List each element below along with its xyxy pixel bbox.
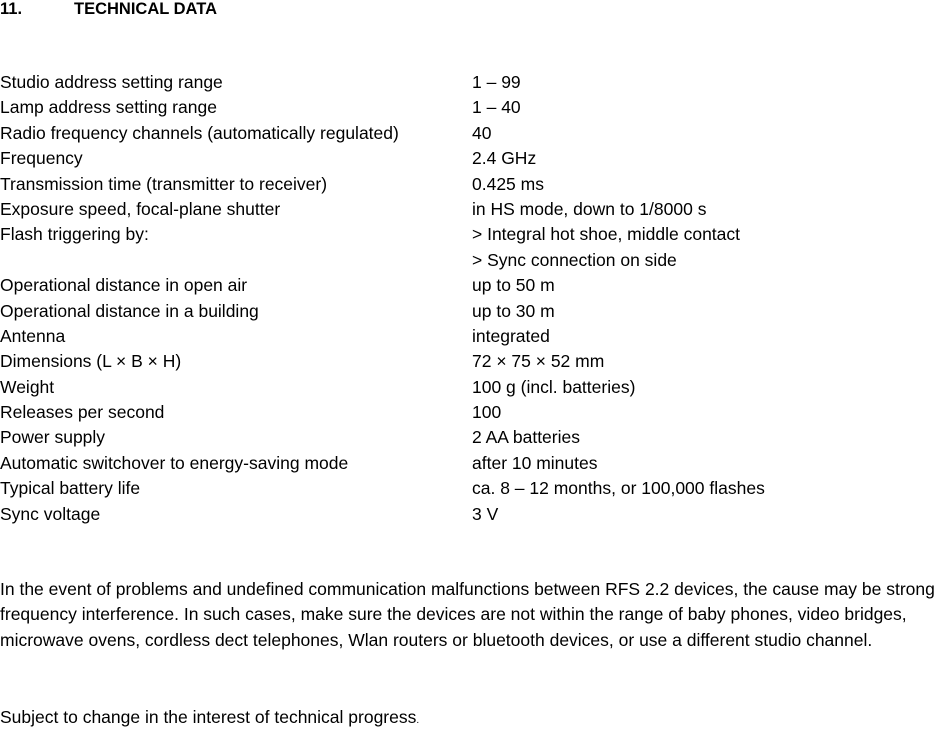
spec-value: ca. 8 – 12 months, or 100,000 flashes bbox=[472, 478, 765, 499]
change-notice-text: Subject to change in the interest of technical progress bbox=[0, 707, 417, 727]
spec-row-energy-saving bbox=[0, 451, 938, 476]
change-notice-period: . bbox=[416, 715, 420, 726]
spec-label: Automatic switchover to energy-saving mode bbox=[0, 452, 349, 473]
spec-value: after 10 minutes bbox=[472, 452, 598, 473]
section-title: TECHNICAL DATA bbox=[74, 0, 217, 18]
spec-row-distance-building bbox=[0, 299, 938, 324]
spec-row-dimensions bbox=[0, 349, 938, 374]
spec-label: Power supply bbox=[0, 427, 106, 448]
spec-row-frequency bbox=[0, 146, 938, 171]
spec-value: up to 50 m bbox=[472, 275, 555, 296]
spec-label: Operational distance in open air bbox=[0, 275, 248, 296]
section-number: 11. bbox=[0, 0, 23, 18]
spec-value: 3 V bbox=[472, 503, 499, 524]
spec-label: Weight bbox=[0, 376, 55, 397]
spec-value: integrated bbox=[472, 325, 550, 346]
spec-row-battery-life bbox=[0, 476, 938, 501]
spec-value: 72 × 75 × 52 mm bbox=[472, 351, 605, 372]
spec-label: Antenna bbox=[0, 325, 66, 346]
spec-label: Releases per second bbox=[0, 402, 165, 423]
spec-row-transmission-time bbox=[0, 172, 938, 197]
interference-note: In the event of problems and undefined communication malfunctions between RFS 2.2 devices, the cause may be strong frequency interference. In such cases, make sure the devices are not within the range of baby phones, video bridges, microwave ovens, cordless dect telephones, Wlan routers or bluetooth devices, or use a different studio channel. bbox=[0, 579, 935, 650]
spec-label: Frequency bbox=[0, 148, 83, 169]
spec-value: 2 AA batteries bbox=[472, 427, 580, 448]
spec-label bbox=[0, 248, 472, 273]
spec-label: Studio address setting range bbox=[0, 72, 223, 92]
spec-row-radio-channels bbox=[0, 121, 938, 146]
spec-row-flash-triggering bbox=[0, 222, 938, 247]
spec-label: Radio frequency channels (automatically regulated) bbox=[0, 122, 399, 143]
spec-value: 1 – 99 bbox=[472, 72, 521, 92]
spec-row-antenna bbox=[0, 324, 938, 349]
spec-row-power-supply bbox=[0, 425, 938, 450]
spec-value: up to 30 m bbox=[472, 300, 555, 321]
spec-value: > Integral hot shoe, middle contact bbox=[472, 224, 741, 245]
spec-value: 100 bbox=[472, 402, 502, 423]
spec-value: 40 bbox=[472, 122, 492, 143]
spec-value: > Sync connection on side bbox=[472, 249, 677, 270]
spec-row-sync-voltage bbox=[0, 502, 938, 527]
notes-section bbox=[0, 577, 938, 727]
spec-value: 0.425 ms bbox=[472, 173, 544, 194]
spec-label: Dimensions (L × B × H) bbox=[0, 351, 182, 372]
spec-label: Lamp address setting range bbox=[0, 97, 217, 118]
spec-row-studio-address bbox=[0, 70, 938, 95]
spec-row-lamp-address bbox=[0, 95, 938, 120]
technical-data-table bbox=[0, 70, 938, 527]
spec-row-distance-open-air bbox=[0, 273, 938, 298]
spec-value: 1 – 40 bbox=[472, 97, 521, 118]
spec-label: Transmission time (transmitter to receiver) bbox=[0, 173, 328, 194]
spec-row-releases bbox=[0, 400, 938, 425]
spec-label: Exposure speed, focal-plane shutter bbox=[0, 198, 281, 219]
spec-value: 100 g (incl. batteries) bbox=[472, 376, 636, 397]
section-heading bbox=[0, 0, 217, 20]
spec-row-flash-triggering-cont bbox=[0, 248, 938, 273]
spec-value: 2.4 GHz bbox=[472, 148, 537, 169]
spec-row-weight bbox=[0, 375, 938, 400]
spec-label: Sync voltage bbox=[0, 503, 101, 524]
spec-label: Operational distance in a building bbox=[0, 300, 259, 321]
spec-value: in HS mode, down to 1/8000 s bbox=[472, 198, 707, 219]
spec-label: Typical battery life bbox=[0, 478, 141, 499]
spec-label: Flash triggering by: bbox=[0, 224, 149, 245]
spec-row-exposure-speed bbox=[0, 197, 938, 222]
